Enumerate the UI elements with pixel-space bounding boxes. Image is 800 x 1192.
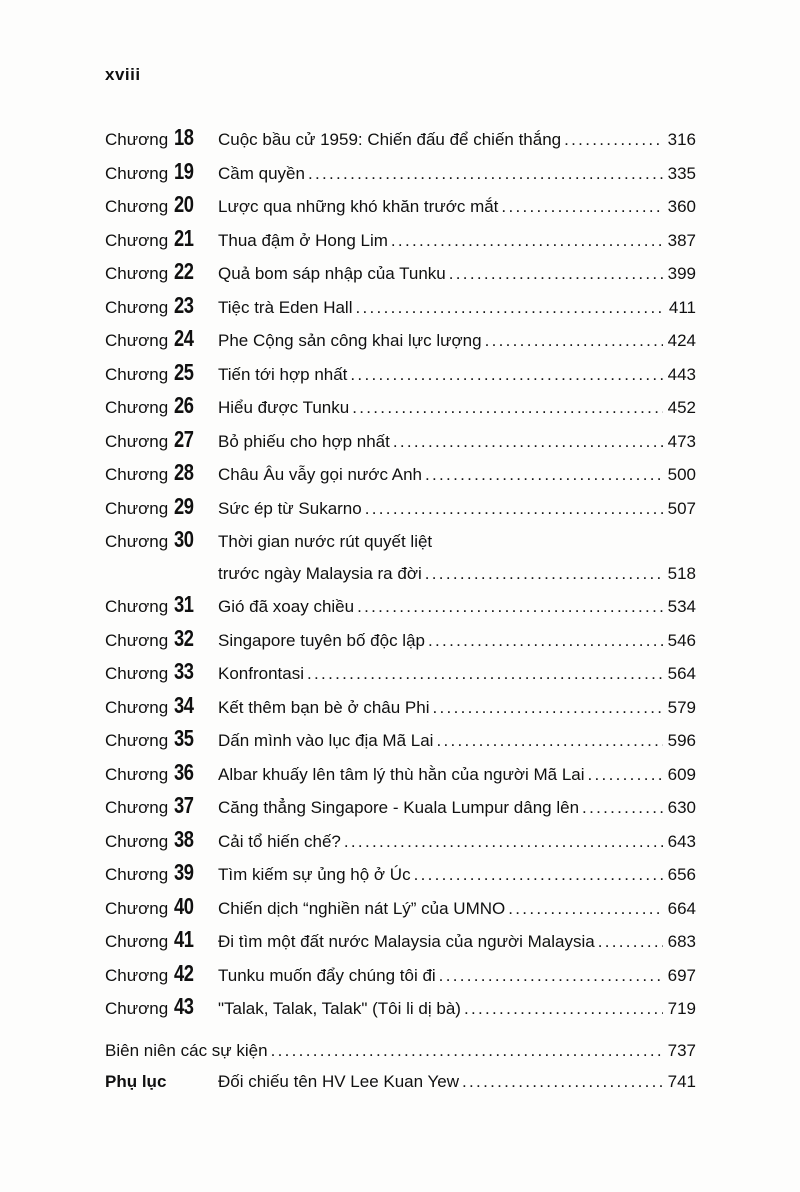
chapter-word: Chương bbox=[105, 831, 169, 851]
backmatter-label-cell bbox=[105, 1066, 218, 1098]
toc-entry bbox=[105, 623, 696, 657]
entry-body bbox=[218, 792, 696, 824]
dot-leader bbox=[439, 960, 663, 992]
chapter-label bbox=[105, 290, 218, 324]
toc-entry bbox=[105, 857, 696, 891]
chapter-title: Châu Âu vẫy gọi nước Anh bbox=[218, 465, 422, 484]
dot-leader bbox=[425, 459, 663, 491]
chapter-label bbox=[105, 424, 218, 458]
chapter-word: Chương bbox=[105, 898, 169, 918]
chapter-title: Đi tìm một đất nước Malaysia của người Malaysia bbox=[218, 932, 595, 951]
page-number: 534 bbox=[667, 597, 696, 616]
entry-body bbox=[218, 359, 696, 391]
dot-leader bbox=[355, 292, 663, 324]
page-number: 411 bbox=[668, 297, 696, 317]
page-number: 579 bbox=[667, 697, 696, 717]
toc-entry bbox=[105, 491, 696, 525]
toc-entry-continuation bbox=[105, 558, 696, 590]
page-number: 360 bbox=[667, 197, 696, 216]
entry-body bbox=[218, 426, 696, 458]
chapter-word: Chương bbox=[105, 664, 169, 683]
chapter-title: Phe Cộng sản công khai lực lượng bbox=[218, 331, 482, 350]
toc-entry bbox=[105, 589, 696, 623]
dot-leader bbox=[425, 558, 663, 590]
page-number: 719 bbox=[667, 999, 696, 1018]
dot-leader bbox=[501, 191, 663, 223]
chapter-label bbox=[105, 323, 218, 357]
page-number: 335 bbox=[667, 163, 696, 183]
chapter-word: Chương bbox=[105, 798, 169, 817]
chapter-word: Chương bbox=[105, 230, 169, 250]
toc-entry bbox=[105, 757, 696, 791]
chapter-label bbox=[105, 757, 218, 791]
backmatter-label: Phụ lục bbox=[105, 1072, 167, 1091]
chapter-number: 18 bbox=[174, 124, 194, 150]
chapter-word: Chương bbox=[105, 130, 169, 149]
dot-leader bbox=[414, 859, 663, 891]
chapter-label bbox=[105, 589, 218, 623]
chapter-number: 30 bbox=[174, 526, 194, 552]
chapter-number: 37 bbox=[174, 792, 194, 818]
chapter-label bbox=[105, 790, 218, 824]
chapter-label bbox=[105, 189, 218, 223]
chapter-title: Chiến dịch “nghiền nát Lý” của UMNO bbox=[218, 898, 506, 918]
page-number: 683 bbox=[667, 932, 696, 951]
chapter-word: Chương bbox=[105, 999, 169, 1018]
entry-body bbox=[218, 926, 696, 958]
chapter-label bbox=[105, 690, 218, 724]
chapter-word: Chương bbox=[105, 398, 169, 417]
page-number: 507 bbox=[667, 498, 696, 518]
entry-body bbox=[218, 124, 696, 156]
backmatter-label: Biên niên các sự kiện bbox=[105, 1040, 268, 1060]
chapter-title: "Talak, Talak, Talak" (Tôi li dị bà) bbox=[218, 999, 461, 1018]
chapter-label bbox=[105, 390, 218, 424]
backmatter-title: Đối chiếu tên HV Lee Kuan Yew bbox=[218, 1072, 460, 1091]
chapter-title: Cuộc bầu cử 1959: Chiến đấu để chiến thắng bbox=[218, 130, 562, 149]
chapter-label bbox=[105, 924, 218, 958]
page-number: 741 bbox=[667, 1072, 696, 1091]
chapter-label bbox=[105, 656, 218, 690]
dot-leader bbox=[582, 792, 663, 824]
dot-leader bbox=[393, 426, 663, 458]
chapter-title: Bỏ phiếu cho hợp nhất bbox=[218, 431, 390, 451]
chapter-word: Chương bbox=[105, 597, 169, 616]
chapter-word: Chương bbox=[105, 764, 169, 784]
entry-body bbox=[105, 1035, 696, 1067]
chapter-title-line2: trước ngày Malaysia ra đời bbox=[218, 563, 422, 583]
entry-body bbox=[218, 692, 696, 724]
chapter-word: Chương bbox=[105, 465, 169, 484]
chapter-label bbox=[105, 256, 218, 290]
entry-body bbox=[218, 258, 696, 290]
chapter-word: Chương bbox=[105, 932, 169, 951]
entry-body bbox=[218, 493, 696, 525]
toc-entry bbox=[105, 891, 696, 925]
chapter-word: Chương bbox=[105, 630, 169, 650]
toc-entry bbox=[105, 424, 696, 458]
chapter-title: Tìm kiếm sự ủng hộ ở Úc bbox=[218, 865, 411, 884]
chapter-title: Dấn mình vào lục địa Mã Lai bbox=[218, 731, 434, 750]
chapter-number: 39 bbox=[174, 859, 194, 885]
toc-entry bbox=[105, 723, 696, 757]
entry-body bbox=[218, 826, 696, 858]
toc-entry bbox=[105, 690, 696, 724]
page-number: 473 bbox=[667, 431, 696, 451]
toc-entry bbox=[105, 790, 696, 824]
entry-body bbox=[218, 1066, 696, 1098]
chapter-title: Căng thẳng Singapore - Kuala Lumpur dâng lên bbox=[218, 798, 580, 817]
chapter-number: 22 bbox=[174, 258, 194, 284]
dot-leader bbox=[436, 725, 663, 757]
chapter-label bbox=[105, 122, 218, 156]
page-number: 564 bbox=[667, 664, 696, 683]
chapter-word: Chương bbox=[105, 331, 169, 350]
dot-leader bbox=[564, 124, 663, 156]
chapter-word: Chương bbox=[105, 498, 169, 518]
chapter-title: Thời gian nước rút quyết liệt bbox=[218, 532, 433, 551]
entry-body bbox=[218, 993, 696, 1025]
chapter-number: 21 bbox=[174, 224, 194, 251]
entry-body bbox=[218, 759, 696, 791]
dot-leader bbox=[508, 893, 663, 925]
chapter-number: 34 bbox=[174, 691, 194, 718]
chapter-label bbox=[105, 991, 218, 1025]
entry-body bbox=[218, 292, 696, 324]
page-number: 643 bbox=[667, 831, 696, 851]
chapter-number: 23 bbox=[174, 291, 194, 318]
chapter-number: 29 bbox=[174, 492, 194, 519]
page-number: 424 bbox=[667, 331, 696, 350]
toc-entry bbox=[105, 390, 696, 424]
chapter-title: Kết thêm bạn bè ở châu Phi bbox=[218, 697, 430, 717]
chapter-label bbox=[105, 824, 218, 858]
chapter-number: 26 bbox=[174, 392, 194, 418]
chapter-number: 41 bbox=[174, 926, 194, 952]
chapter-label bbox=[105, 857, 218, 891]
chapter-word: Chương bbox=[105, 264, 169, 283]
entry-body bbox=[218, 191, 696, 223]
chapter-number: 40 bbox=[174, 892, 194, 919]
chapter-title: Quả bom sáp nhập của Tunku bbox=[218, 264, 446, 283]
page-number: 656 bbox=[667, 865, 696, 884]
dot-leader bbox=[307, 658, 663, 690]
chapter-title: Cầm quyền bbox=[218, 163, 305, 183]
entry-body bbox=[218, 591, 696, 623]
dot-leader bbox=[391, 225, 663, 257]
chapter-word: Chương bbox=[105, 431, 169, 451]
chapter-title: Tunku muốn đẩy chúng tôi đi bbox=[218, 965, 436, 985]
toc-entry bbox=[105, 457, 696, 491]
page-number: 452 bbox=[667, 398, 696, 417]
toc-entry bbox=[105, 958, 696, 992]
chapter-number: 24 bbox=[174, 325, 194, 351]
toc-entry bbox=[105, 656, 696, 690]
entry-body bbox=[218, 526, 696, 558]
dot-leader bbox=[344, 826, 663, 858]
page-number: 630 bbox=[667, 798, 696, 817]
dot-leader bbox=[271, 1035, 663, 1067]
chapter-number: 33 bbox=[174, 658, 194, 684]
dot-leader bbox=[357, 591, 663, 623]
chapter-number: 27 bbox=[174, 425, 194, 452]
chapter-word: Chương bbox=[105, 865, 169, 884]
chapter-label bbox=[105, 891, 218, 925]
chapter-label bbox=[105, 524, 218, 558]
backmatter-list bbox=[105, 1035, 696, 1098]
entry-body bbox=[218, 658, 696, 690]
toc-entry bbox=[105, 824, 696, 858]
folio: xviii bbox=[105, 65, 141, 84]
chapter-word: Chương bbox=[105, 364, 169, 384]
chapter-label bbox=[105, 723, 218, 757]
chapter-title: Thua đậm ở Hong Lim bbox=[218, 230, 388, 250]
chapter-number: 19 bbox=[174, 157, 194, 184]
toc-entry bbox=[105, 122, 696, 156]
chapter-number: 31 bbox=[174, 591, 194, 617]
toc-entry bbox=[105, 323, 696, 357]
chapter-title: Tiệc trà Eden Hall bbox=[218, 297, 353, 317]
entry-body bbox=[218, 960, 696, 992]
dot-leader bbox=[365, 493, 663, 525]
chapter-number: 20 bbox=[174, 191, 194, 217]
page-number: 697 bbox=[667, 965, 696, 985]
entry-body bbox=[218, 625, 696, 657]
backmatter-entry bbox=[105, 1066, 696, 1098]
toc-entry bbox=[105, 290, 696, 324]
chapter-number: 35 bbox=[174, 725, 194, 751]
entry-body bbox=[218, 325, 696, 357]
entry-body bbox=[218, 893, 696, 925]
chapter-label bbox=[105, 958, 218, 992]
page-number: 609 bbox=[667, 764, 696, 784]
chapter-label bbox=[105, 491, 218, 525]
chapter-label bbox=[105, 156, 218, 190]
dot-leader bbox=[462, 1066, 663, 1098]
dot-leader bbox=[428, 625, 663, 657]
chapter-label bbox=[105, 623, 218, 657]
chapter-number: 38 bbox=[174, 825, 194, 852]
chapter-label bbox=[105, 457, 218, 491]
chapter-title: Hiểu được Tunku bbox=[218, 398, 350, 417]
page-number: 399 bbox=[667, 264, 696, 283]
toc-entry bbox=[105, 156, 696, 190]
dot-leader bbox=[352, 392, 663, 424]
entry-body bbox=[218, 725, 696, 757]
page-number: 737 bbox=[667, 1040, 696, 1060]
dot-leader bbox=[588, 759, 663, 791]
chapter-word: Chương bbox=[105, 297, 169, 317]
chapter-title: Albar khuấy lên tâm lý thù hằn của người Mã Lai bbox=[218, 764, 585, 784]
chapter-title: Sức ép từ Sukarno bbox=[218, 498, 362, 518]
chapter-title: Konfrontasi bbox=[218, 664, 304, 683]
chapter-number: 32 bbox=[174, 624, 194, 651]
dot-leader bbox=[598, 926, 663, 958]
chapter-word: Chương bbox=[105, 965, 169, 985]
chapter-number: 28 bbox=[174, 459, 194, 485]
page-number: 518 bbox=[667, 563, 696, 583]
dot-leader bbox=[350, 359, 663, 391]
chapter-title: Gió đã xoay chiều bbox=[218, 597, 355, 616]
entry-body bbox=[218, 158, 696, 190]
toc-entry bbox=[105, 924, 696, 958]
entry-body bbox=[218, 459, 696, 491]
chapter-word: Chương bbox=[105, 197, 169, 216]
page-number: 596 bbox=[667, 731, 696, 750]
chapter-word: Chương bbox=[105, 731, 169, 750]
chapter-title: Lược qua những khó khăn trước mắt bbox=[218, 197, 499, 216]
chapter-number: 42 bbox=[174, 959, 194, 986]
chapter-title: Cải tổ hiến chế? bbox=[218, 831, 341, 851]
entry-body bbox=[218, 859, 696, 891]
chapter-word: Chương bbox=[105, 532, 169, 551]
chapter-label bbox=[105, 357, 218, 391]
chapter-title: Singapore tuyên bố độc lập bbox=[218, 630, 425, 650]
chapter-number: 25 bbox=[174, 358, 194, 385]
entry-body bbox=[218, 225, 696, 257]
toc-entry bbox=[105, 357, 696, 391]
page-number: 664 bbox=[667, 898, 696, 918]
chapter-label bbox=[105, 223, 218, 257]
page-number: 443 bbox=[667, 364, 696, 384]
toc-list bbox=[105, 122, 696, 1025]
chapter-word: Chương bbox=[105, 697, 169, 717]
page-number: 387 bbox=[667, 230, 696, 250]
toc-entry bbox=[105, 189, 696, 223]
toc-entry bbox=[105, 524, 696, 558]
dot-leader bbox=[485, 325, 663, 357]
toc-entry bbox=[105, 991, 696, 1025]
entry-body bbox=[218, 392, 696, 424]
entry-body bbox=[218, 558, 696, 590]
chapter-number: 36 bbox=[174, 758, 194, 785]
dot-leader bbox=[308, 158, 663, 190]
toc-entry bbox=[105, 223, 696, 257]
page-number: 316 bbox=[667, 130, 696, 149]
page-number: 546 bbox=[667, 630, 696, 650]
dot-leader bbox=[449, 258, 663, 290]
chapter-word: Chương bbox=[105, 163, 169, 183]
page-number: 500 bbox=[667, 465, 696, 484]
dot-leader bbox=[464, 993, 663, 1025]
dot-leader bbox=[433, 692, 663, 724]
toc-entry bbox=[105, 256, 696, 290]
chapter-number: 43 bbox=[174, 993, 194, 1019]
chapter-title: Tiến tới hợp nhất bbox=[218, 364, 348, 384]
backmatter-entry bbox=[105, 1035, 696, 1067]
